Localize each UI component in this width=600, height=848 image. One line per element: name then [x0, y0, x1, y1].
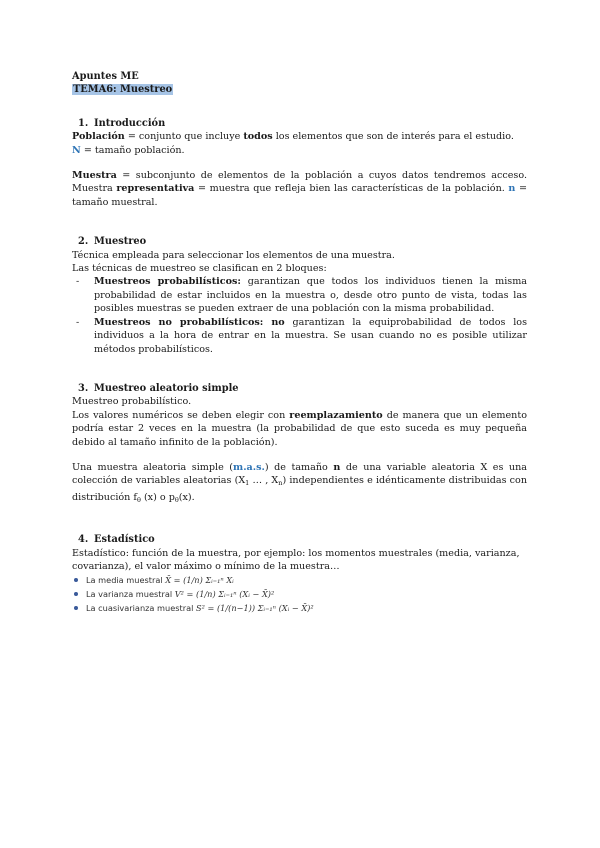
- p3-text-c: de una variable aleatoria X es una colección de variables aleatorias (X: [72, 461, 528, 487]
- dash-marker: -: [76, 316, 80, 328]
- poblacion-text-1: = conjunto que incluye: [124, 131, 244, 143]
- document-body: [72, 70, 527, 615]
- statistic-formula: S² = (1/(n−1)) Σᵢ₌₁ⁿ (Xᵢ − X̄)²: [196, 603, 314, 614]
- section-3-heading: [72, 382, 527, 395]
- section-4-heading: [72, 533, 527, 546]
- n-text: = tamaño población.: [80, 144, 185, 156]
- poblacion-term: Población: [72, 131, 125, 143]
- list-item-text: garantizan que todos los individuos tienen la misma probabilidad de estar incluidos en la muestra o, desde otro punto de vista, todas las posibles muestras se pueden extraer de una población con la misma probabilidad.: [94, 276, 528, 315]
- list-item: [72, 275, 527, 315]
- muestra-term: Muestra: [72, 170, 117, 182]
- p3-text-g: (x).: [178, 491, 195, 503]
- p3-text-a: Una muestra aleatoria simple (: [72, 461, 234, 473]
- poblacion-text-2: los elementos que son de interés para el estudio.: [272, 131, 514, 143]
- statistic-label: La cuasivarianza muestral: [86, 603, 196, 614]
- representativa-text: = muestra que refleja bien las características de la población.: [194, 183, 509, 195]
- mas-definition: [72, 461, 527, 507]
- reemplazamiento-paragraph: [72, 409, 527, 449]
- representativa-term: representativa: [116, 183, 195, 195]
- dash-marker: -: [76, 276, 80, 288]
- list-item-text: garantizan la equiprobabilidad de todos los individuos a la hora de entrar en la muestra. Se usan cuando no es posible utilizar métodos probabilísticos.: [94, 316, 527, 355]
- p2-text-a: Los valores numéricos se deben elegir con: [72, 409, 290, 421]
- section-2-title: Muestreo: [94, 236, 147, 248]
- section-1-number: 1.: [78, 117, 89, 129]
- doc-subtitle: [72, 83, 527, 96]
- p3-text-e: ) independientes e idénticamente distribuidas con distribución f: [72, 475, 527, 503]
- p3-n: n: [333, 461, 341, 473]
- p3-text-f: (x) o p: [140, 491, 175, 503]
- statistic-formula: X̄ = (1/n) Σᵢ₌₁ⁿ Xᵢ: [165, 575, 234, 586]
- statistics-list: [72, 573, 527, 615]
- mas-abbrev: m.a.s.: [233, 461, 265, 473]
- p3-text-b: ) de tamaño: [264, 461, 334, 473]
- muestra-definition: [72, 169, 527, 209]
- bullet-icon: [74, 606, 78, 610]
- muestra-text: = subconjunto de elementos de la población a cuyos datos tendremos acceso. Muestra: [72, 170, 527, 195]
- poblacion-bold: todos: [243, 131, 273, 143]
- list-item-term: Muestreos no probabilísticos: no: [94, 316, 285, 328]
- statistic-label: La media muestral: [86, 575, 166, 586]
- doc-title: Apuntes ME: [72, 71, 139, 82]
- statistic-label: La varianza muestral: [86, 589, 175, 600]
- list-item: [72, 601, 527, 615]
- section-4-number: 4.: [78, 534, 89, 546]
- muestreo-types-list: [72, 275, 527, 355]
- section-1-heading: [72, 117, 527, 130]
- estadistico-definition: Estadístico: función de la muestra, por ejemplo: los momentos muestrales (media, varianza, covarianza), el valor máximo o mínimo de la muestra…: [72, 547, 520, 572]
- n-lower-text: = tamaño muestral.: [72, 183, 527, 208]
- section-4-title: Estadístico: [94, 534, 155, 546]
- mas-line-1: Muestreo probabilístico.: [72, 396, 192, 408]
- poblacion-definition: [72, 130, 527, 143]
- p2-text-b: de manera que un elemento podría estar 2 veces en la muestra (la probabilidad de que esto suceda es muy pequeña debido al tamaño infinito de la población).: [72, 409, 527, 448]
- reemplazamiento-term: reemplazamiento: [289, 409, 383, 421]
- p3-sub-n: n: [278, 479, 283, 488]
- statistic-formula: V² = (1/n) Σᵢ₌₁ⁿ (Xᵢ − X̄)²: [174, 589, 275, 600]
- p3-sub-theta-2: θ: [174, 495, 179, 504]
- n-lower-symbol: n: [508, 183, 516, 195]
- muestreo-line-1: Técnica empleada para seleccionar los elementos de una muestra.: [72, 249, 395, 261]
- bullet-icon: [74, 592, 78, 596]
- subtitle-highlight: TEMA6: Muestreo: [73, 84, 173, 96]
- muestreo-line-2: Las técnicas de muestreo se clasifican en 2 bloques:: [72, 263, 327, 275]
- list-item: [72, 573, 527, 587]
- list-item: [72, 316, 527, 356]
- section-3-title: Muestreo aleatorio simple: [94, 382, 239, 394]
- bullet-icon: [74, 578, 78, 582]
- p3-sub-1: 1: [245, 479, 250, 488]
- section-3-number: 3.: [78, 382, 89, 394]
- n-definition: [72, 144, 527, 157]
- p3-text-d: … , X: [249, 475, 279, 487]
- n-symbol: N: [72, 144, 81, 156]
- section-1-title: Introducción: [94, 117, 166, 129]
- p3-sub-theta: θ: [136, 495, 141, 504]
- section-2-number: 2.: [78, 236, 89, 248]
- list-item-term: Muestreos probabilísticos:: [94, 276, 241, 288]
- section-2-heading: [72, 235, 527, 248]
- list-item: [72, 587, 527, 601]
